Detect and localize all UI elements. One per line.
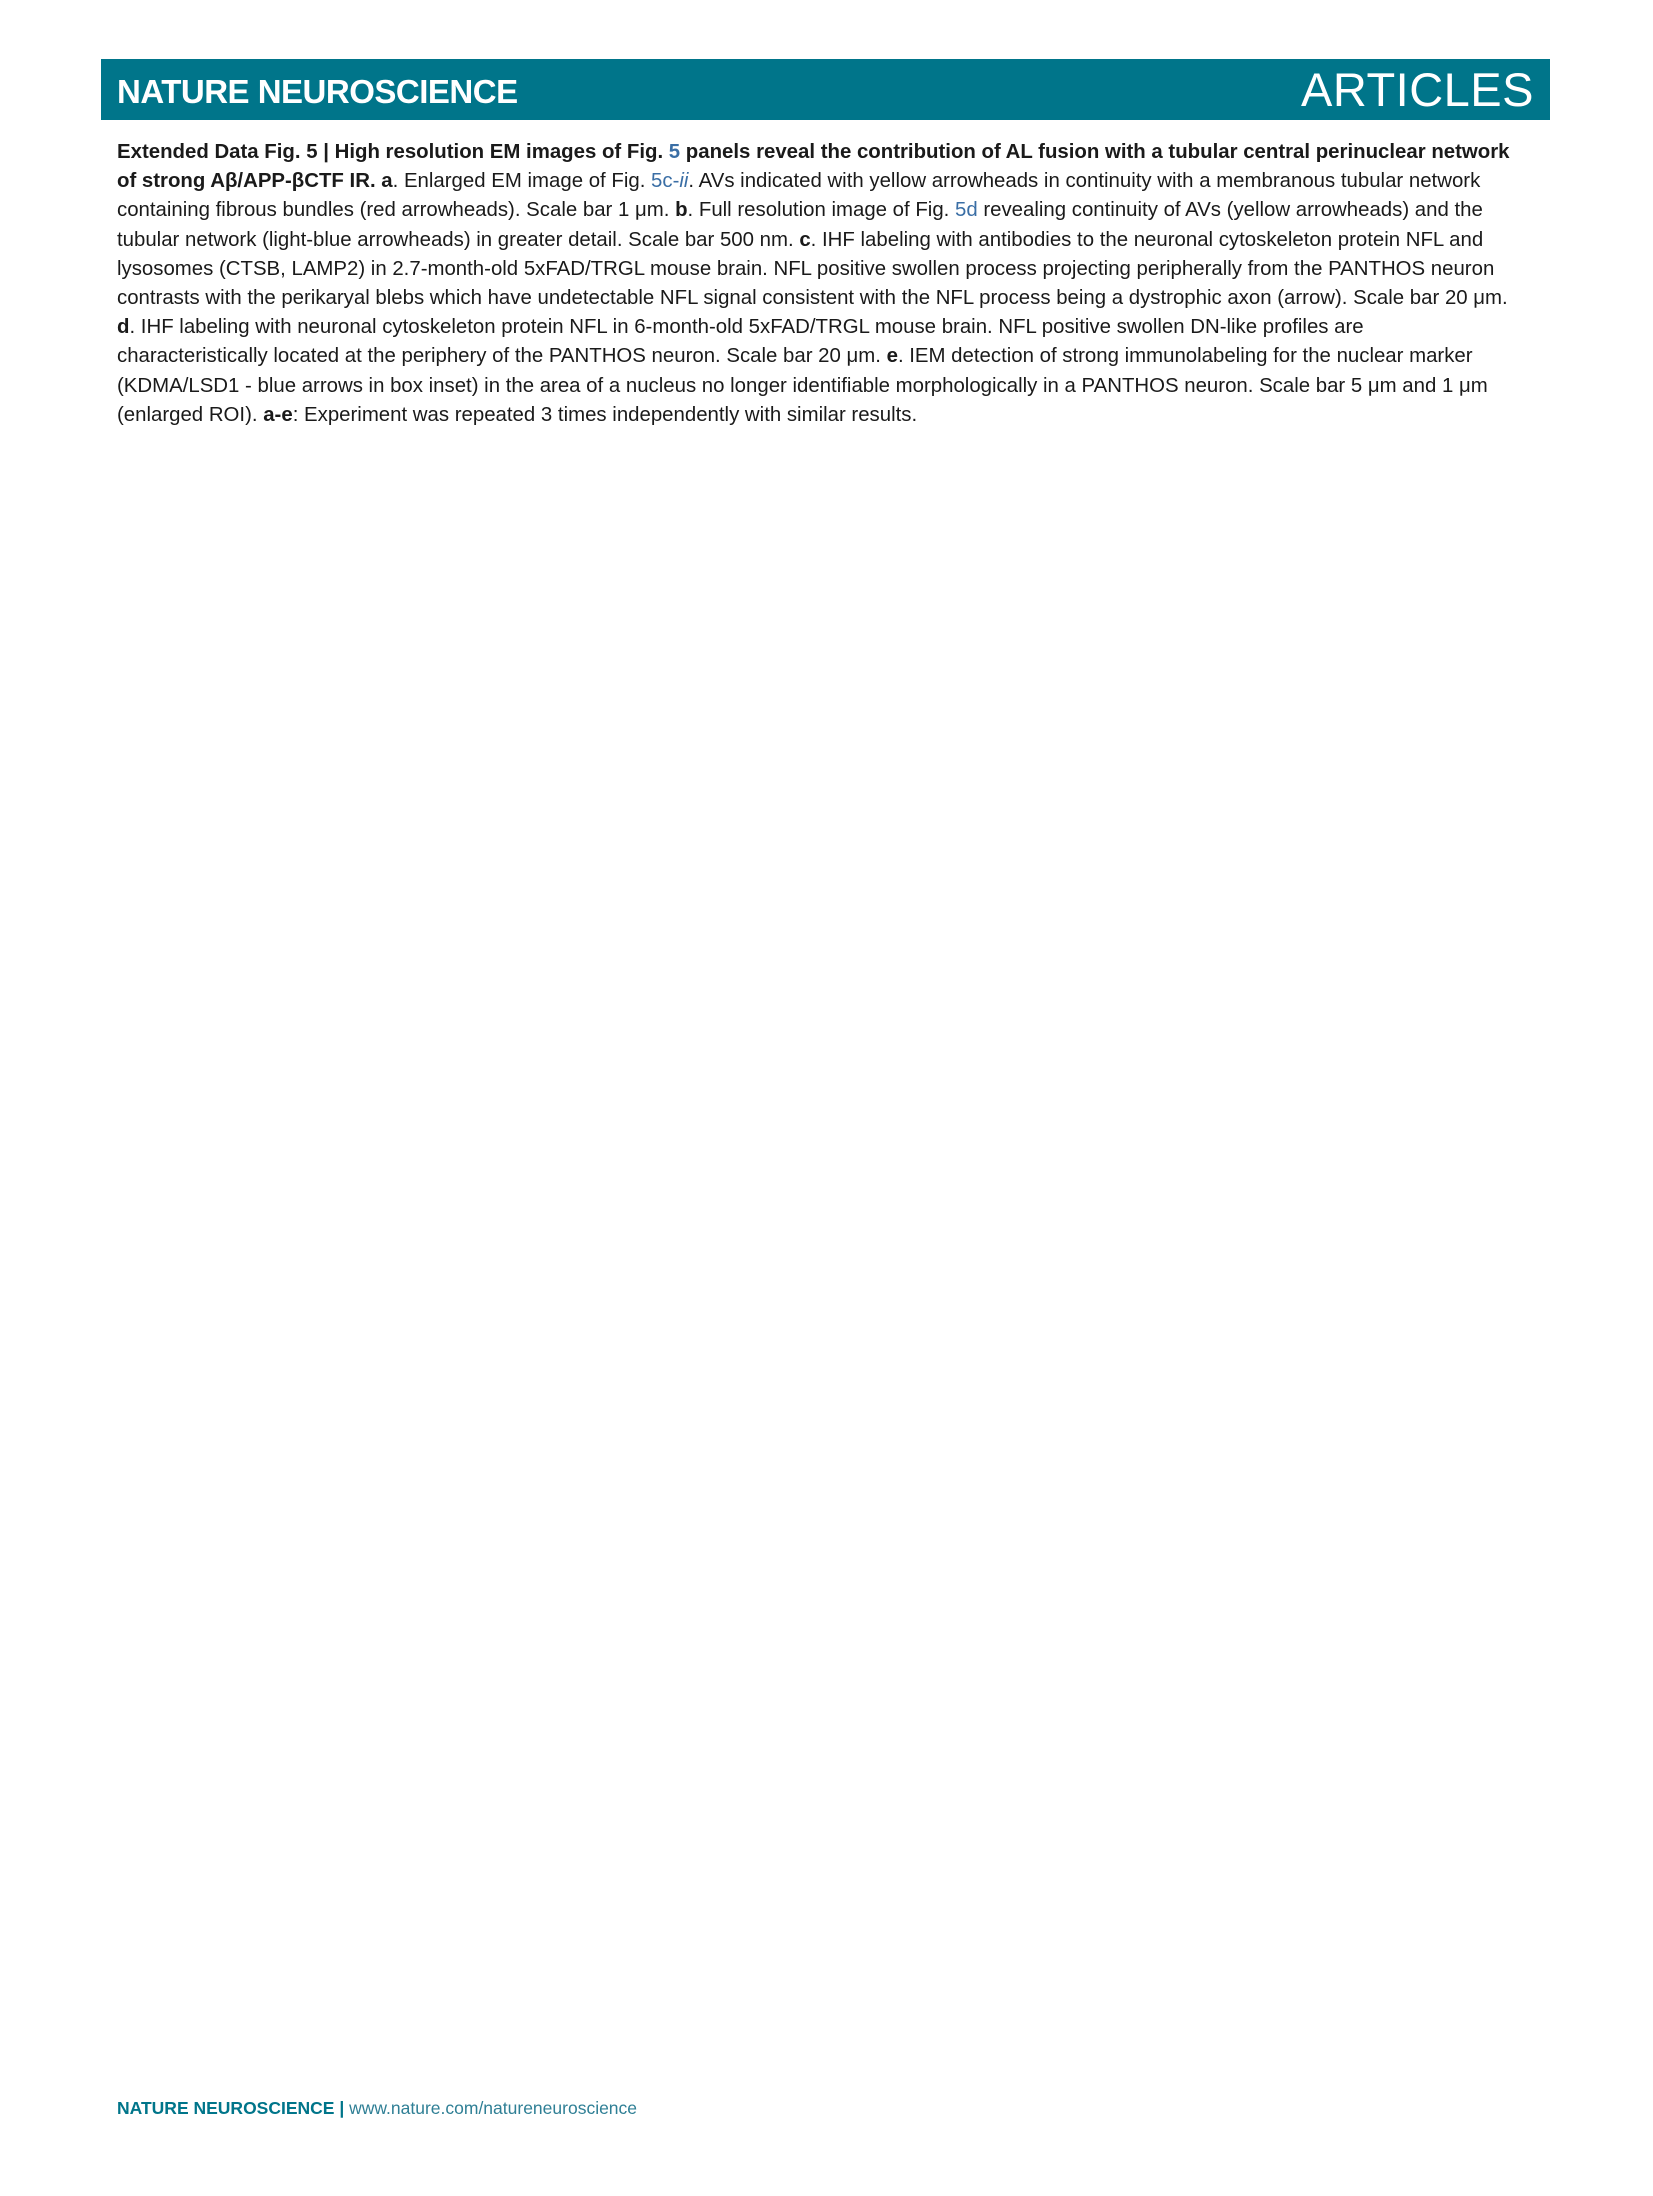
panel-b-text-1: . Full resolution image of Fig. — [687, 199, 955, 222]
figure-link-5d[interactable]: 5d — [955, 199, 978, 222]
panel-label-a-e: a-e — [263, 403, 293, 426]
panel-b-text-2: revealing continuity of AVs (yellow arrowheads) and the tubular network (light-blue arrowheads) in greater detail. Scale bar 500 nm. — [117, 199, 1483, 251]
panel-label-a: a — [381, 170, 393, 193]
caption-title-post: panels reveal the contribution of AL fusion with a tubular central perinuclear network of strong Aβ/APP-βCTF IR. — [117, 141, 1510, 193]
footer-separator: | — [334, 2098, 350, 2118]
journal-name: NATURE NEUROSCIENCE — [117, 73, 518, 110]
panel-c-text: . IHF labeling with antibodies to the neuronal cytoskeleton protein NFL and lysosomes (CTSB, LAMP2) in 2.7-month-old 5xFAD/TRGL mouse brain. NFL positive swollen process projecting peripherally from the PANTHOS neuron contrasts with the perikaryal blebs which have undetectable NFL signal consistent with the NFL process being a dystrophic axon (arrow). Scale bar 20 μm. — [117, 228, 1508, 310]
panel-a-text-2: . AVs indicated with yellow arrowheads in continuity with a membranous tubular network containing fibrous bundles (red arrowheads). Scale bar 1 μm. — [117, 170, 1481, 222]
footer-journal-name: NATURE NEUROSCIENCE — [117, 2098, 335, 2118]
figure-link-5[interactable]: 5 — [668, 141, 681, 163]
panel-e-text: . IEM detection of strong immunolabeling for the nuclear marker (KDMA/LSD1 - blue arrows in box inset) in the area of a nucleus no longer identifiable morphologically in a PANTHOS neuron. Scale bar 5 μm and 1 μm (enlarged ROI). — [117, 345, 1488, 426]
panel-a-text-1: . Enlarged EM image of Fig. — [392, 170, 652, 193]
panel-label-d: d — [117, 316, 130, 339]
panel-label-c: c — [799, 228, 811, 251]
panel-label-e: e — [886, 345, 898, 368]
caption-title-pre: High resolution EM images of Fig. — [334, 141, 669, 163]
caption-label: Extended Data Fig. 5 | — [117, 141, 335, 163]
figure-link-5c-ii-italic: ii — [679, 170, 689, 193]
figure-link-5c-ii-main: 5c- — [651, 170, 680, 193]
journal-header-bar — [101, 59, 1550, 120]
panel-a-e-text: : Experiment was repeated 3 times independently with similar results. — [292, 403, 918, 426]
section-label: ARTICLES — [1301, 63, 1534, 116]
panel-label-b: b — [675, 199, 688, 222]
figure-caption — [117, 138, 1517, 430]
page-footer — [117, 2100, 637, 2118]
figure-link-5c-ii[interactable] — [651, 170, 688, 192]
footer-url-link[interactable]: www.nature.com/natureneuroscience — [349, 2098, 638, 2118]
panel-d-text: . IHF labeling with neuronal cytoskeleton protein NFL in 6-month-old 5xFAD/TRGL mouse brain. NFL positive swollen DN-like profiles are characteristically located at the periphery of the PANTHOS neuron. Scale bar 20 μm. — [117, 316, 1364, 368]
